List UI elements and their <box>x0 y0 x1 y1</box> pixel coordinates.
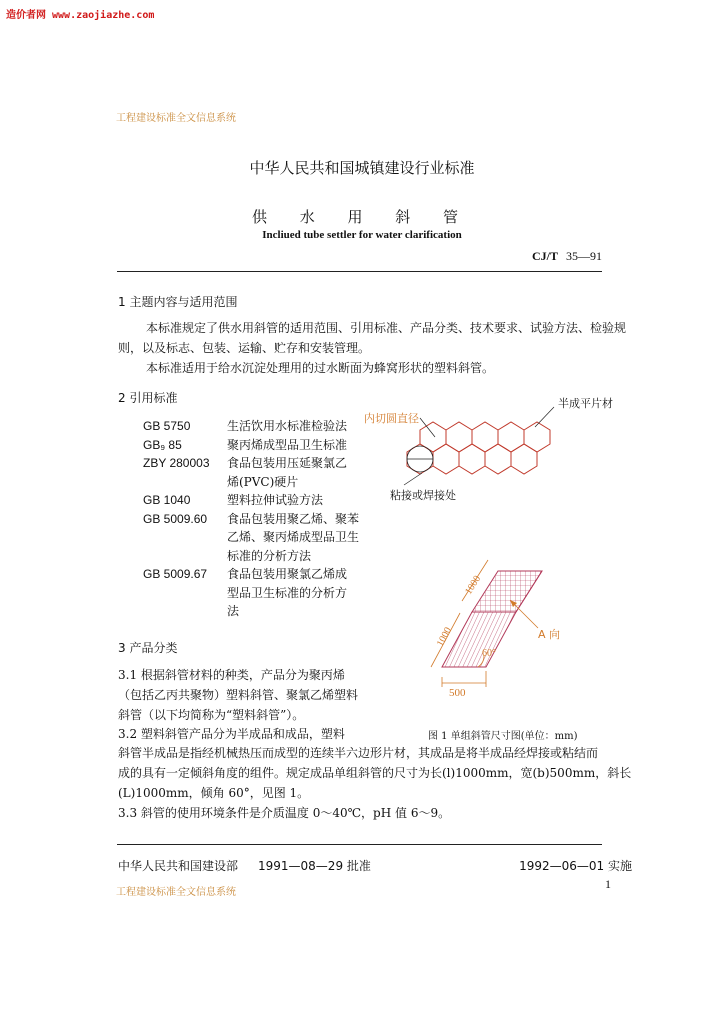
section3-2-line1: 3.2 塑料斜管产品分为半成品和成品，塑料 <box>118 727 345 741</box>
figure-caption: 图 1 单组斜管尺寸图(单位：mm) <box>428 731 578 742</box>
footer-approved: 1991—08—29 批准 <box>258 859 371 873</box>
figure-tube-diagram <box>360 385 620 705</box>
footer-divider <box>117 844 602 845</box>
standard-title-en: Incliued tube settler for water clarification <box>262 229 462 241</box>
label-joint: 粘接或焊接处 <box>390 489 456 502</box>
section3-heading: 3 产品分类 <box>118 641 178 655</box>
label-direction: A 向 <box>538 628 561 641</box>
page-number: 1 <box>605 877 611 891</box>
ref-item: GB₉ 85 聚丙烯成型品卫生标准 <box>143 437 348 452</box>
label-angle: 60° <box>482 648 496 659</box>
ref-item: GB 5009.67 食品包装用聚氯乙烯成 型品卫生标准的分析方 法 <box>143 567 348 618</box>
dim-left: 1000 <box>434 625 455 649</box>
watermark-side-top: 工程建设标准全文信息系统 <box>116 113 236 124</box>
section3-1-line: （包括乙丙共聚物）塑料斜管、聚氯乙烯塑料 <box>118 688 359 702</box>
authority-title: 中华人民共和国城镇建设行业标准 <box>249 159 475 177</box>
ref-item: GB 5009.60 食品包装用聚乙烯、聚苯 乙烯、聚丙烯成型品卫生 标准的分析方法 <box>143 511 360 563</box>
section2-heading: 2 引用标准 <box>118 391 178 405</box>
section1-para1-line1: 本标准规定了供水用斜管的适用范围、引用标准、产品分类、技术要求、试验方法、检验规 <box>146 321 627 335</box>
footer-effective: 1992—06—01 实施 <box>519 859 632 873</box>
standard-title-cn: 供 水 用 斜 管 <box>251 208 473 226</box>
label-diameter: 内切圆直径 <box>364 412 419 425</box>
reference-list <box>143 417 373 621</box>
honeycomb-section <box>407 422 550 474</box>
watermark-site: 造价者网 www.zaojiazhe.com <box>6 10 155 21</box>
footer-issuer: 中华人民共和国建设部 <box>118 859 239 873</box>
dim-bottom: 500 <box>449 687 466 699</box>
section3-1-line: 斜管（以下均简称为“塑料斜管”）。 <box>118 708 305 722</box>
section3-3: 3.3 斜管的使用环境条件是介质温度 0～40℃，pH 值 6～9。 <box>118 806 451 820</box>
dim-top: 1000 <box>463 573 484 597</box>
standard-code: CJ/T 35—91 <box>531 249 602 263</box>
section1-heading: 1 主题内容与适用范围 <box>118 295 238 309</box>
section1-para1-line2: 则，以及标志、包装、运输、贮存和安装管理。 <box>118 341 371 355</box>
section1-para2: 本标准适用于给水沉淀处理用的过水断面为蜂窝形状的塑料斜管。 <box>146 361 495 375</box>
ref-item: GB 5750 生活饮用水标准检验法 <box>143 419 348 433</box>
header-divider <box>117 271 602 272</box>
section3-2-line3: 成的具有一定倾斜角度的组件。规定成品单组斜管的尺寸为长(l)1000mm，宽(b)500mm，斜长 <box>118 766 632 780</box>
section3-2-line4: (L)1000mm，倾角 60°，见图 1。 <box>118 786 310 800</box>
section3-1-line: 3.1 根据斜管材料的种类，产品分为聚丙烯 <box>118 668 345 682</box>
label-sheet: 半成平片材 <box>558 397 613 410</box>
section3-2-line2: 斜管半成品是指经机械热压而成型的连续半六边形片材，其成品是将半成品经焊接或粘结而 <box>118 746 599 760</box>
ref-item: GB 1040 塑料拉伸试验方法 <box>143 493 324 507</box>
ref-item: ZBY 280003 食品包装用压延聚氯乙 烯(PVC)硬片 <box>143 456 348 489</box>
watermark-side-bottom: 工程建设标准全文信息系统 <box>116 887 236 898</box>
